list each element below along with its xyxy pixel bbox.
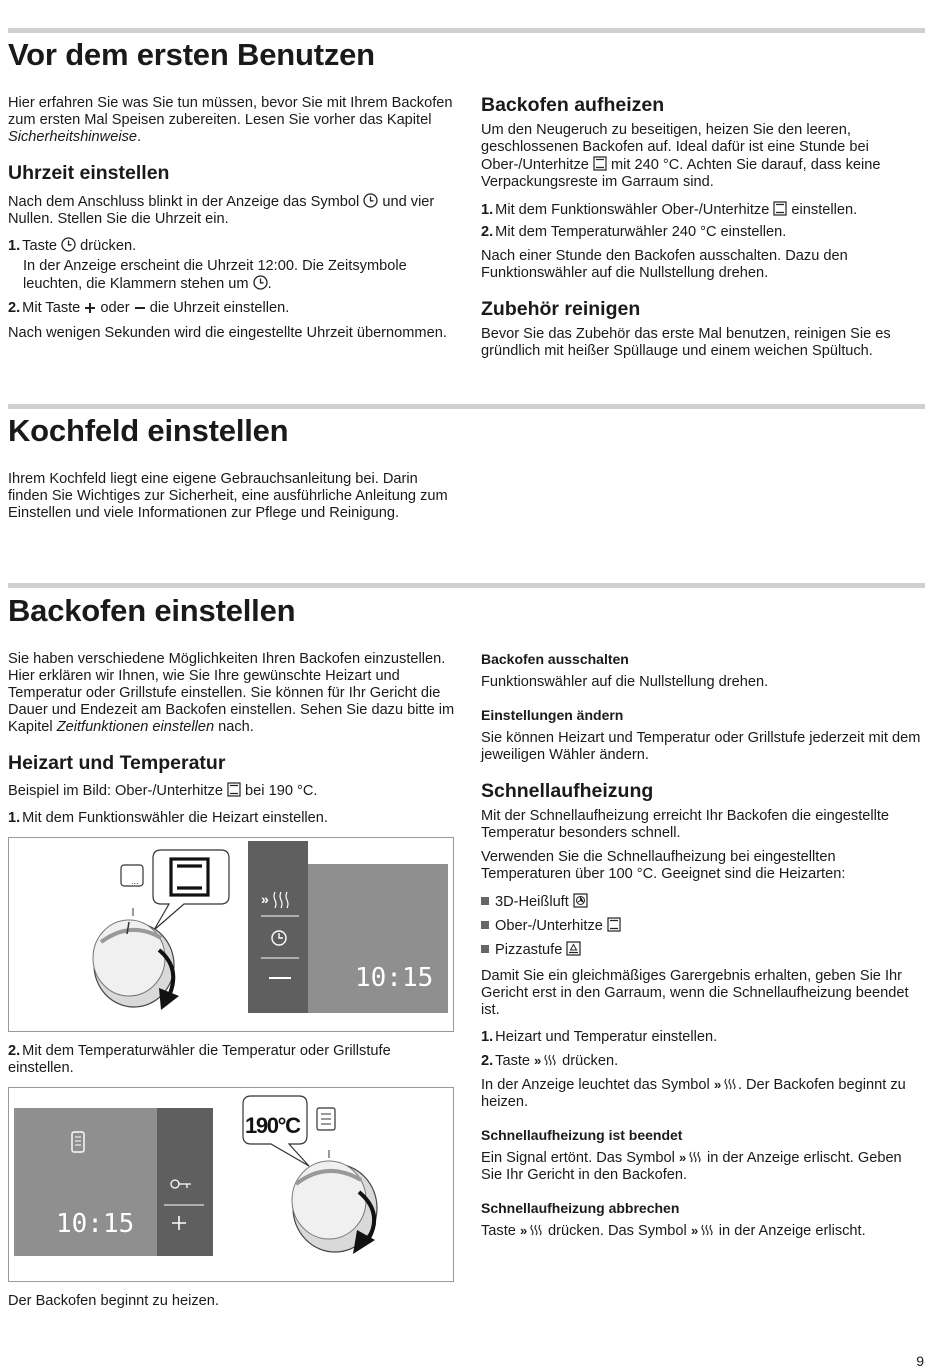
schnellaufheizung-icon: [691, 1223, 715, 1237]
page-number: 9: [916, 1353, 924, 1369]
minus-icon: [134, 302, 146, 314]
schnell-paragraph-2: Verwenden Sie die Schnellaufheizung bei eingestellten Temperaturen über 100 °C. Geeignet sind die Heizarten:: [481, 849, 846, 882]
svg-text:»: »: [261, 891, 269, 907]
aufheizen-end: Nach einer Stunde den Backofen ausschalten. Dazu den Funktionswähler auf die Nullstellung drehen.: [481, 248, 848, 281]
kochfeld-paragraph: Ihrem Kochfeld liegt eine eigene Gebrauchsanleitung bei. Darin finden Sie Wichtiges zur Sicherheit, eine ausführliche Anleitung zum Einstellen und viele Informationen zur Pflege und Reinigung.: [8, 471, 448, 521]
heading-backofen-aufheizen: Backofen aufheizen: [481, 94, 665, 116]
list-item: 3D-Heißluft: [481, 893, 588, 911]
schnell-step-1: 1. Heizart und Temperatur einstellen.: [481, 1029, 718, 1045]
schnellaufheizung-icon: [520, 1223, 544, 1237]
step-1-result: In der Anzeige erscheint die Uhrzeit 12:00. Die Zeitsymbole leuchten, die Klammern stehen um .: [23, 258, 407, 292]
section-title-backofen-einstellen: Backofen einstellen: [8, 593, 296, 628]
section-title-kochfeld: Kochfeld einstellen: [8, 413, 289, 448]
step-2: 2. Mit Taste oder die Uhrzeit einstellen.: [8, 300, 290, 316]
section-title-erstes-benutzen: Vor dem ersten Benutzen: [8, 37, 375, 72]
heading-schnell-beendet: Schnellaufheizung ist beendet: [481, 1127, 683, 1143]
svg-text:»: »: [713, 1077, 722, 1091]
heizart-step-2: 2. Mit dem Temperaturwähler die Temperatur oder Grillstufe einstellen.: [8, 1043, 391, 1076]
display-time: 10:15: [355, 963, 434, 993]
ober-unterhitze-icon: [227, 782, 241, 797]
aendern-paragraph: Sie können Heizart und Temperatur oder Grillstufe jederzeit mit dem jeweiligen Wähler ändern.: [481, 730, 921, 763]
list-item: Pizzastufe: [481, 941, 581, 959]
plus-icon: [84, 302, 96, 314]
schnellaufheizung-icon: [534, 1053, 558, 1067]
heizart-step-1: 1. Mit dem Funktionswähler die Heizart einstellen.: [8, 810, 328, 826]
section-rule: [8, 583, 925, 588]
zubehoer-paragraph: Bevor Sie das Zubehör das erste Mal benutzen, reinigen Sie es gründlich mit heißer Spüllauge und einem weichen Spültuch.: [481, 326, 891, 359]
3d-heissluft-icon: [573, 893, 588, 908]
figure-function-selector: [8, 837, 454, 1032]
step-1: 1. Taste drücken.: [8, 238, 137, 254]
svg-text:»: »: [690, 1223, 698, 1237]
aufheizen-paragraph: Um den Neugeruch zu beseitigen, heizen Sie den leeren, geschlossenen Backofen auf. Ideal dafür ist eine Stunde bei Ober-/Unterhitze mit 240 °C. Achten Sie darauf, dass keine Verpackungsreste im Garraum sind.: [481, 122, 881, 190]
aufheizen-step-2: 2. Mit dem Temperaturwähler 240 °C einstellen.: [481, 224, 787, 240]
ober-unterhitze-icon: [607, 917, 621, 932]
heading-einstellungen-aendern: Einstellungen ändern: [481, 707, 624, 723]
temperature-label: 190°C: [245, 1113, 301, 1138]
svg-text:»: »: [519, 1223, 528, 1237]
backofen-heizt-text: Der Backofen beginnt zu heizen.: [8, 1293, 219, 1309]
schnell-paragraph-4: In der Anzeige leuchtet das Symbol » . Der Backofen beginnt zu heizen.: [481, 1077, 906, 1110]
schnell-paragraph-3: Damit Sie ein gleichmäßiges Garergebnis erhalten, geben Sie Ihr Gericht erst in den Garraum, wenn die Schnellaufheizung beendet ist.: [481, 968, 909, 1018]
ober-unterhitze-icon: [593, 156, 607, 171]
uhrzeit-paragraph: Nach dem Anschluss blinkt in der Anzeige das Symbol und vier Nullen. Stellen Sie die Uhrzeit ein.: [8, 194, 435, 227]
clock-icon: [61, 237, 76, 252]
clock-icon: [253, 275, 268, 290]
abbrechen-paragraph: Taste » drücken. Das Symbol » in der Anzeige erlischt.: [481, 1223, 866, 1239]
backofen-intro: Sie haben verschiedene Möglichkeiten Ihren Backofen einzustellen. Hier erklären wir Ihnen, wie Sie Ihre gewünschte Heizart und Temperatur oder Grillstufe einstellen. Sie können für Ihr Gericht die Dauer und Endezeit am Backofen einstellen. Sehen Sie dazu bitte im Kapitel Zeitfunktionen einstellen nach.: [8, 651, 455, 735]
heading-schnellaufheizung: Schnellaufheizung: [481, 780, 654, 802]
schnell-step-2: 2. Taste » drücken.: [481, 1053, 619, 1069]
intro-paragraph: Hier erfahren Sie was Sie tun müssen, bevor Sie mit Ihrem Backofen zum ersten Mal Speisen zubereiten. Lesen Sie vorher das Kapitel Sicherheitshinweise.: [8, 95, 453, 145]
ober-unterhitze-icon: [773, 201, 787, 216]
heading-uhrzeit: Uhrzeit einstellen: [8, 162, 170, 184]
clock-icon: [363, 193, 378, 208]
schnellaufheizung-icon: [679, 1150, 703, 1164]
section-rule: [8, 28, 925, 33]
heading-schnell-abbrechen: Schnellaufheizung abbrechen: [481, 1200, 680, 1216]
svg-text:»: »: [534, 1053, 542, 1067]
schnell-paragraph-1: Mit der Schnellaufheizung erreicht Ihr Backofen die eingestellte Temperatur besonders schnell.: [481, 808, 890, 841]
pizzastufe-icon: [566, 941, 581, 956]
heading-zubehoer: Zubehör reinigen: [481, 298, 641, 320]
svg-text:...: ...: [131, 876, 139, 886]
section-rule: [8, 404, 925, 409]
heading-heizart: Heizart und Temperatur: [8, 752, 226, 774]
figure-temperature-selector: [8, 1087, 454, 1282]
ausschalten-paragraph: Funktionswähler auf die Nullstellung drehen.: [481, 674, 769, 690]
beendet-paragraph: Ein Signal ertönt. Das Symbol » in der Anzeige erlischt. Geben Sie Ihr Gericht in den Backofen.: [481, 1150, 902, 1183]
beispiel-text: Beispiel im Bild: Ober-/Unterhitze bei 190 °C.: [8, 783, 318, 799]
uhrzeit-end: Nach wenigen Sekunden wird die eingestellte Uhrzeit übernommen.: [8, 325, 447, 341]
aufheizen-step-1: 1. Mit dem Funktionswähler Ober-/Unterhitze einstellen.: [481, 202, 858, 218]
schnellaufheizung-icon: [714, 1077, 738, 1091]
heading-backofen-ausschalten: Backofen ausschalten: [481, 651, 629, 667]
display-time-2: 10:15: [56, 1209, 135, 1239]
list-item: Ober-/Unterhitze: [481, 917, 621, 935]
svg-text:»: »: [678, 1150, 687, 1164]
